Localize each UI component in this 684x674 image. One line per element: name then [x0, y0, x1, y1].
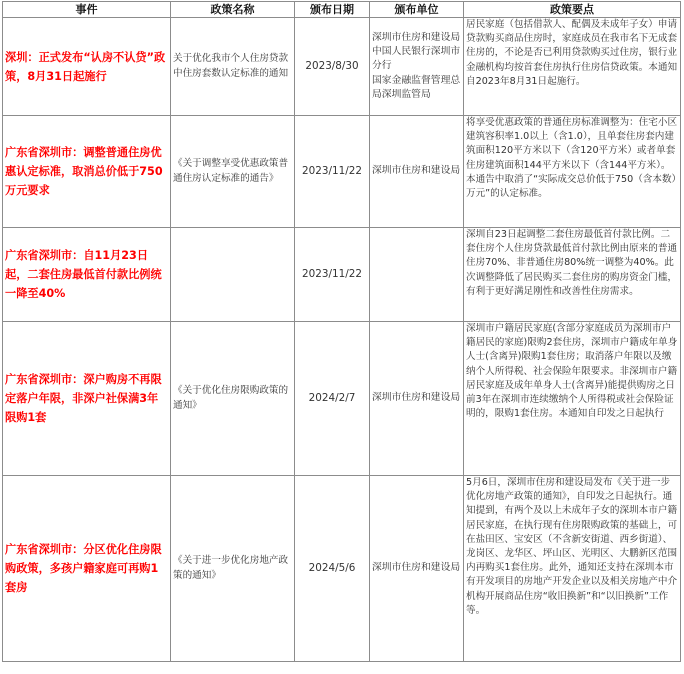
key-points-cell: 深圳市户籍居民家庭(含部分家庭成员为深圳市户籍居民的家庭)限购2套住房，深圳市户籍成年单身人士(含离异)限购1套住房；取消落户年限以及缴纳个人所得税、社会保险年限要求。非深圳市户籍居民家庭及成年单身人士(含离异)能提供购房之日前3年在深圳市连续缴纳个人所得税或社会保险证明的，限购1套住房。本通知自印发之日起执行 [464, 322, 681, 476]
issue-date-cell: 2023/8/30 [295, 18, 370, 116]
key-points-cell: 将享受优惠政策的普通住房标准调整为：住宅小区建筑容积率1.0以上（含1.0），且单套住房套内建筑面积120平方米以下（含120平方米）或者单套住房建筑面积144平方米以下（含144平方米）。本通告中取消了“实际成交总价低于750（含本数）万元”的认定标准。 [464, 116, 681, 228]
header-policy-name: 政策名称 [171, 2, 295, 18]
policy-name-cell: 《关于调整享受优惠政策普通住房认定标准的通告》 [171, 116, 295, 228]
key-points-cell: 5月6日，深圳市住房和建设局发布《关于进一步优化房地产政策的通知》，自印发之日起执行。通知提到，有两个及以上未成年子女的深圳本市户籍居民家庭，在执行现有住房限购政策的基础上，可在盐田区、宝安区（不含新安街道、西乡街道）、龙岗区、龙华区、坪山区、光明区、大鹏新区范围内再购买1套住房。此外，通知还支持在深圳本市有开发项目的房地产开发企业以及相关房地产中介机构开展商品住房“收旧换新”和“以旧换新”工作等。 [464, 476, 681, 662]
event-cell: 广东省深圳市：调整普通住房优惠认定标准，取消总价低于750万元要求 [3, 116, 171, 228]
header-issue-date: 颁布日期 [295, 2, 370, 18]
issue-date-cell: 2023/11/22 [295, 116, 370, 228]
issue-date-cell: 2024/2/7 [295, 322, 370, 476]
issuer-cell: 深圳市住房和建设局 [370, 322, 464, 476]
header-key-points: 政策要点 [464, 2, 681, 18]
table-row [3, 116, 681, 228]
event-cell: 深圳：正式发布“认房不认贷”政策，8月31日起施行 [3, 18, 171, 116]
header-row [3, 2, 681, 18]
key-points-cell: 居民家庭（包括借款人、配偶及未成年子女）申请贷款购买商品住房时，家庭成员在我市名下无成套住房的，不论是否已利用贷款购买过住房，银行业金融机构均按首套住房执行住房信贷政策。本通知自2023年8月31日起施行。 [464, 18, 681, 116]
key-points-cell: 深圳自23日起调整二套住房最低首付款比例。二套住房个人住房贷款最低首付款比例由原来的普通住房70%、非普通住房80%统一调整为40%。此次调整降低了居民购买二套住房的购房资金门槛，有利于更好满足刚性和改善性住房需求。 [464, 228, 681, 322]
policy-name-cell [171, 228, 295, 322]
event-cell: 广东省深圳市：深户购房不再限定落户年限，非深户社保满3年限购1套 [3, 322, 171, 476]
table-row [3, 228, 681, 322]
policy-table [2, 1, 681, 662]
policy-name-cell: 关于优化我市个人住房贷款中住房套数认定标准的通知 [171, 18, 295, 116]
header-issuer: 颁布单位 [370, 2, 464, 18]
header-event: 事件 [3, 2, 171, 18]
table-row [3, 18, 681, 116]
issuer-cell: 深圳市住房和建设局 中国人民银行深圳市分行 国家金融监督管理总局深圳监管局 [370, 18, 464, 116]
policy-table-container [2, 1, 680, 662]
table-row [3, 322, 681, 476]
policy-name-cell: 《关于优化住房限购政策的通知》 [171, 322, 295, 476]
issue-date-cell: 2024/5/6 [295, 476, 370, 662]
event-cell: 广东省深圳市：自11月23日起，二套住房最低首付款比例统一降至40% [3, 228, 171, 322]
policy-name-cell: 《关于进一步优化房地产政策的通知》 [171, 476, 295, 662]
issuer-cell: 深圳市住房和建设局 [370, 476, 464, 662]
event-cell: 广东省深圳市：分区优化住房限购政策，多孩户籍家庭可再购1套房 [3, 476, 171, 662]
issue-date-cell: 2023/11/22 [295, 228, 370, 322]
issuer-cell [370, 228, 464, 322]
issuer-cell: 深圳市住房和建设局 [370, 116, 464, 228]
table-row [3, 476, 681, 662]
